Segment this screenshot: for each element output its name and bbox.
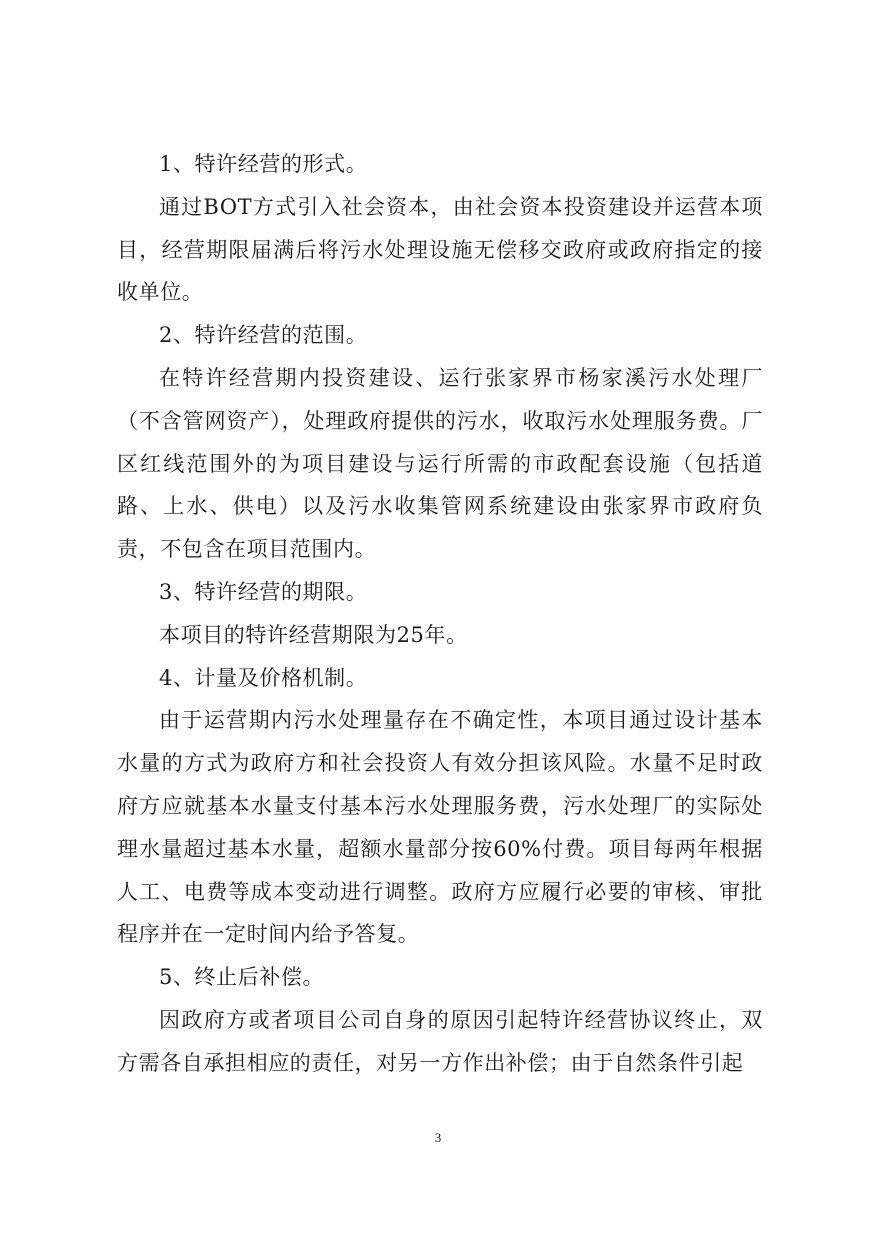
section-heading-pricing: 4、计量及价格机制。 [159,665,368,690]
paragraph-compensation-description: 因政府方或者项目公司自身的原因引起特许经营协议终止，双方需各自承担相应的责任，对另一方作出补偿；由于自然条件引起 [117,1007,763,1075]
page-number: 3 [434,1130,442,1145]
paragraph-term-description: 本项目的特许经营期限为25年。 [159,622,468,647]
section-heading-form: 1、特许经营的形式。 [159,152,368,176]
section-heading-term: 3、特许经营的期限。 [159,579,368,604]
section-heading-scope: 2、特许经营的范围。 [159,323,368,348]
paragraph-pricing-description: 由于运营期内污水处理量存在不确定性，本项目通过设计基本水量的方式为政府方和社会投资人有效分担该风险。水量不足时政府方应就基本水量支付基本污水处理服务费，污水处理厂的实际处理水量超过基本水量，超额水量部分按60%付费。项目每两年根据人工、电费等成本变动进行调整。政府方应履行必要的审核、审批程序并在一定时间内给予答复。 [117,708,763,947]
section-heading-compensation: 5、终止后补偿。 [159,965,325,990]
paragraph-form-description: 通过BOT方式引入社会资本，由社会资本投资建设并运营本项目，经营期限届满后将污水处理设施无偿移交政府或政府指定的接收单位。 [117,194,763,305]
paragraph-scope-description: 在特许经营期内投资建设、运行张家界市杨家溪污水处理厂（不含管网资产），处理政府提供的污水，收取污水处理服务费。厂区红线范围外的为项目建设与运行所需的市政配套设施（包括道路、上水、供电）以及污水收集管网系统建设由张家界市政府负责，不包含在项目范围内。 [117,365,763,562]
page-body [117,143,763,1085]
